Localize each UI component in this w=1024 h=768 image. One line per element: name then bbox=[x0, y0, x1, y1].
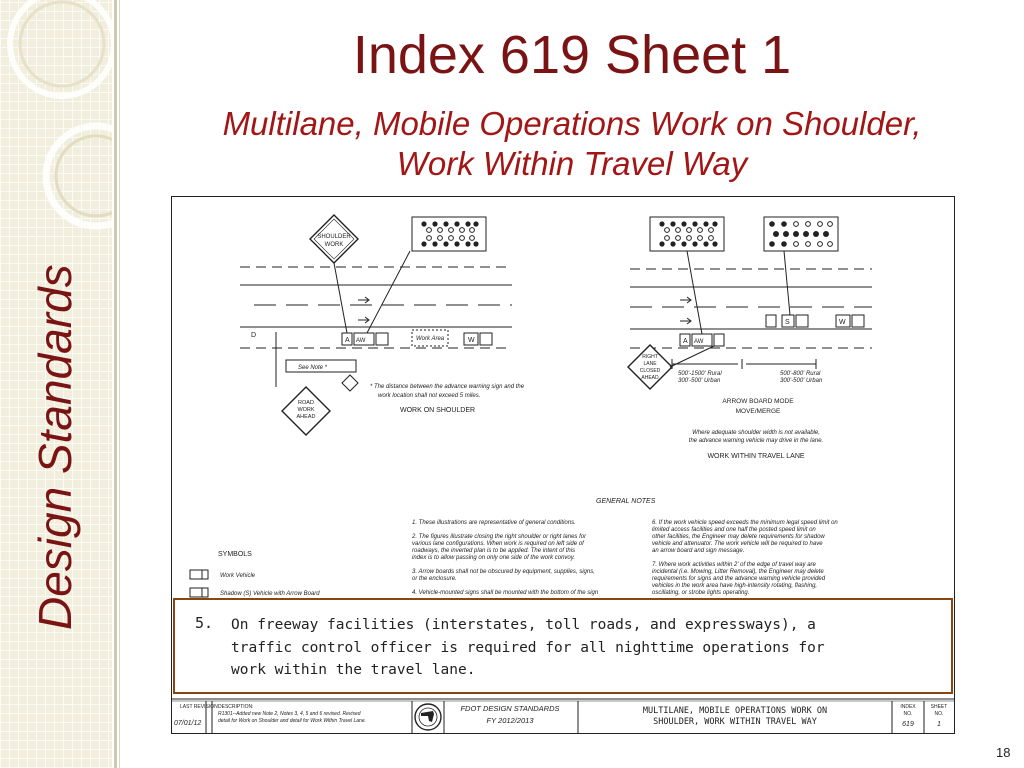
note-line: 7. Where work activities within 2' of the edge of travel way are bbox=[652, 562, 816, 568]
sidebar-title: Design Standards bbox=[29, 264, 81, 630]
notes-right bbox=[652, 520, 838, 596]
mode-title: ARROW BOARD MODE bbox=[722, 398, 794, 405]
symbols-title: SYMBOLS bbox=[218, 551, 252, 558]
note-line: or the enclosure. bbox=[412, 576, 457, 582]
note-line: other facilities, the Engineer may delete requirements for shadow bbox=[652, 534, 825, 540]
decorative-sidebar bbox=[0, 0, 112, 768]
mode-note: Where adequate shoulder width is not available, bbox=[692, 430, 820, 436]
d-marker: D bbox=[251, 332, 257, 339]
note-line: vehicle and attenuator. The work vehicle will be required to have bbox=[652, 541, 823, 547]
left-note-line: * The distance between the advance warning sign and the bbox=[370, 384, 525, 390]
note-line: roadways, the inverted plan is to be applied. The intent of this bbox=[412, 548, 576, 554]
note-line: 2. The figures illustrate closing the right shoulder or right lanes for bbox=[412, 534, 587, 540]
description-line: detail for Work on Shoulder and detail for Work Within Travel Lane. bbox=[218, 718, 366, 724]
right-roadway bbox=[630, 269, 872, 348]
distance-label: 300'-500' Urban bbox=[780, 378, 823, 384]
work-vehicle-symbol bbox=[190, 570, 202, 579]
note-line: requirements for signs and the advance warning vehicle provided bbox=[652, 576, 826, 582]
sign-line: WORK bbox=[297, 407, 315, 413]
note-5-callout bbox=[173, 598, 953, 694]
vehicle-w-label: W bbox=[468, 337, 475, 344]
standards-line: FDOT DESIGN STANDARDS bbox=[460, 704, 560, 713]
callout-number: 5. bbox=[195, 614, 214, 632]
arrow-icon bbox=[358, 317, 369, 323]
vehicle-s-label: S bbox=[785, 319, 790, 326]
sign-line: AHEAD bbox=[641, 375, 659, 381]
sheet-label: SHEET bbox=[930, 704, 948, 710]
slide-subtitle bbox=[120, 104, 1024, 184]
index-label: INDEX bbox=[900, 704, 916, 710]
vehicle-a-label: A bbox=[683, 338, 688, 345]
arrow-icon bbox=[680, 318, 691, 324]
vehicle-w-label: W bbox=[839, 319, 846, 326]
shadow-vehicle-symbol bbox=[190, 588, 202, 597]
sheet-title-line: MULTILANE, MOBILE OPERATIONS WORK ON bbox=[642, 706, 828, 716]
distance-label: 500'-800' Rural bbox=[780, 371, 821, 377]
description-line: R1301--Added new Note 2, Notes 3, 4, 5 and 6 revised. Revised bbox=[218, 711, 361, 717]
sign-line: ROAD bbox=[298, 400, 314, 406]
mode-note: the advance warning vehicle may drive in the lane. bbox=[688, 438, 824, 444]
sheet-number: 1 bbox=[937, 721, 941, 728]
work-area-label: Work Area bbox=[416, 336, 445, 342]
standards-line: FY 2012/2013 bbox=[486, 716, 534, 725]
index-label: NO. bbox=[903, 711, 913, 717]
road-work-ahead-sign bbox=[282, 387, 330, 435]
general-notes-title: GENERAL NOTES bbox=[596, 498, 656, 505]
right-caption: WORK WITHIN TRAVEL LANE bbox=[707, 453, 805, 460]
arrow-icon bbox=[680, 297, 691, 303]
last-revision: 07/01/12 bbox=[174, 720, 202, 727]
sign-line: WORK bbox=[324, 242, 344, 248]
note-line: 1. These illustrations are representative of general conditions. bbox=[412, 520, 576, 526]
note-line: incidental (i.e. Mowing, Litter Removal), the Engineer may delete bbox=[652, 569, 824, 575]
vehicle-a-label: A bbox=[345, 337, 350, 344]
sheet-label: NO. bbox=[934, 711, 944, 717]
callout-line: work within the travel lane. bbox=[231, 662, 476, 678]
callout-line: On freeway facilities (interstates, toll roads, and expressways), a bbox=[231, 617, 816, 633]
svg-text:AW: AW bbox=[356, 338, 366, 344]
sign-line: SHOULDER bbox=[317, 234, 351, 240]
svg-text:AW: AW bbox=[694, 339, 704, 345]
sheet-title-line: SHOULDER, WORK WITHIN TRAVEL WAY bbox=[653, 717, 817, 727]
symbol-label: Shadow (S) Vehicle with Arrow Board bbox=[220, 591, 320, 597]
sign-line: LANE bbox=[643, 361, 657, 367]
sign-line: RIGHT bbox=[642, 354, 658, 360]
fdot-seal-icon bbox=[415, 704, 441, 730]
callout-line: traffic control officer is required for all nighttime operations for bbox=[231, 639, 825, 656]
note-line: 3. Arrow boards shall not be obscured by equipment, supplies, signs, bbox=[412, 569, 595, 575]
arrow-icon bbox=[358, 297, 369, 303]
subtitle-line-1: Multilane, Mobile Operations Work on Shoulder, bbox=[222, 105, 922, 142]
index-number: 619 bbox=[902, 721, 914, 728]
description-label: DESCRIPTION: bbox=[218, 704, 254, 710]
see-note-label: See Note * bbox=[298, 365, 328, 371]
note-line: oscillating, or strobe lights operating. bbox=[652, 590, 750, 596]
note-line: an arrow board and sign message. bbox=[652, 548, 745, 554]
note-line: limited access facilities and one half the posted speed limit on bbox=[652, 527, 816, 533]
sign-line: CLOSED bbox=[639, 368, 661, 374]
vehicle-box bbox=[376, 333, 388, 345]
left-note-line: work location shall not exceed 5 miles. bbox=[378, 393, 481, 399]
subtitle-line-2: Work Within Travel Way bbox=[396, 145, 748, 182]
symbol-label: Work Vehicle bbox=[220, 573, 256, 579]
mode-title: MOVE/MERGE bbox=[735, 408, 781, 415]
note-line: vehicles in the work area have high-intensity rotating, flashing, bbox=[652, 583, 818, 589]
left-caption: WORK ON SHOULDER bbox=[400, 407, 476, 414]
notes-left bbox=[411, 520, 599, 596]
slide-title: Index 619 Sheet 1 bbox=[352, 25, 792, 85]
note-line: index is to allow passing on only one side of the work convoy. bbox=[412, 555, 575, 561]
note-line: 6. If the work vehicle speed exceeds the minimum legal speed limit on bbox=[652, 520, 838, 526]
callout-text bbox=[231, 614, 921, 682]
right-lane-closed-ahead-sign bbox=[628, 345, 672, 389]
page-number: 18 bbox=[996, 745, 1011, 760]
shoulder-work-sign bbox=[310, 215, 358, 263]
distance-label: 500'-1500' Rural bbox=[678, 371, 722, 377]
sign-line: AHEAD bbox=[296, 414, 316, 420]
divider bbox=[114, 0, 117, 768]
distance-label: 300'-500' Urban bbox=[678, 378, 721, 384]
last-revision-label: LAST REVISION bbox=[180, 704, 218, 710]
note-line: various lane configurations. When work is required on left side of bbox=[412, 541, 584, 547]
note-line: 4. Vehicle-mounted signs shall be mounted with the bottom of the sign bbox=[412, 590, 599, 596]
